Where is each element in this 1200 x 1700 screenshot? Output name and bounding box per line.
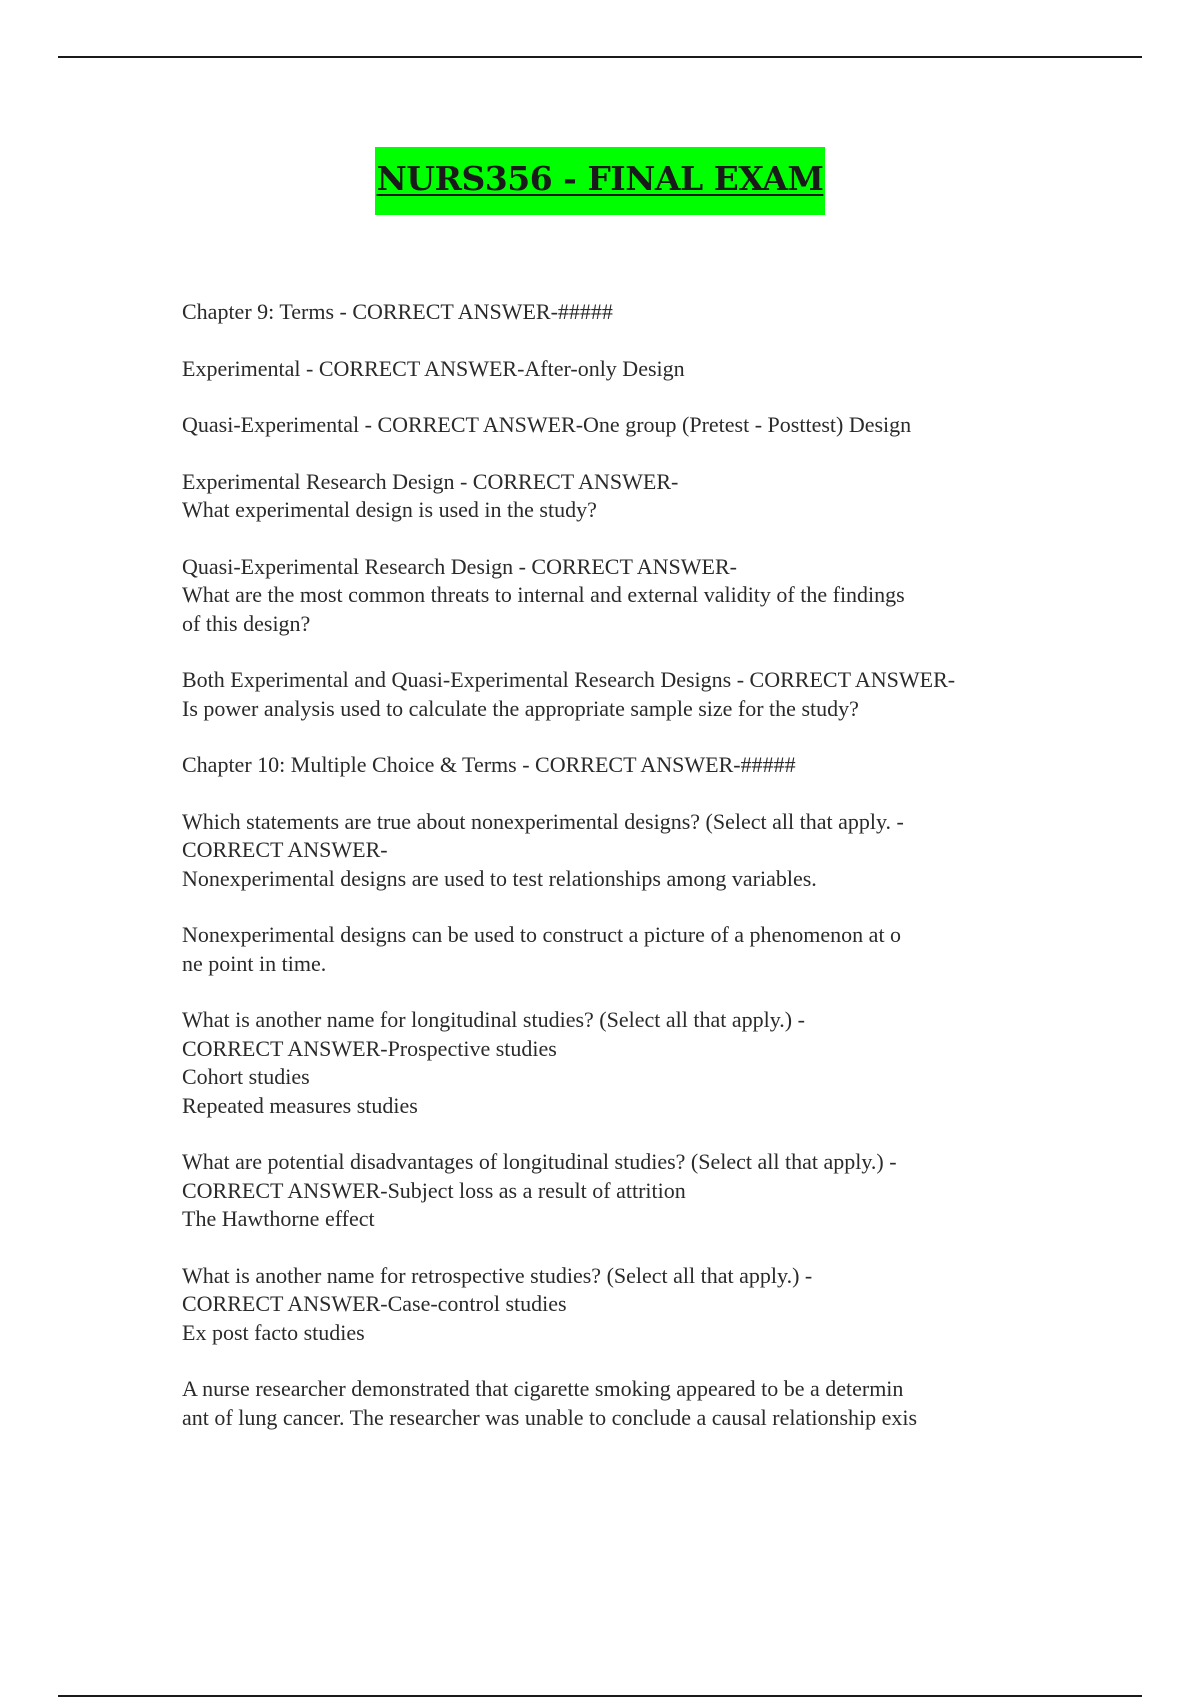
footer-rule — [58, 1695, 1142, 1697]
paragraph-both-designs: Both Experimental and Quasi-Experimental Research Designs - CORRECT ANSWER- Is power analysis used to calculate the appropriate sample size for the study? — [182, 667, 956, 721]
paragraph-chapter-10: Chapter 10: Multiple Choice & Terms - CORRECT ANSWER-##### — [182, 752, 796, 777]
paragraph-retrospective-names: What is another name for retrospective studies? (Select all that apply.) - CORRECT ANSWER-Case-control studies Ex post facto studies — [182, 1262, 813, 1345]
paragraph-longitudinal-names: What is another name for longitudinal studies? (Select all that apply.) - CORRECT ANSWER-Prospective studies Cohort studies Repeated measures studies — [182, 1007, 805, 1118]
paragraph-longitudinal-disadvantages: What are potential disadvantages of longitudinal studies? (Select all that apply.) - CORRECT ANSWER-Subject loss as a result of attrition The Hawthorne effect — [182, 1149, 897, 1231]
paragraph-experimental-research-design: Experimental Research Design - CORRECT ANSWER- What experimental design is used in the study? — [182, 468, 679, 522]
document-body — [182, 298, 1062, 1460]
paragraph-cigarette-smoking: A nurse researcher demonstrated that cigarette smoking appeared to be a determin ant of lung cancer. The researcher was unable to conclude a causal relationship exis — [182, 1376, 918, 1430]
paragraph-nonexperimental-question: Which statements are true about nonexperimental designs? (Select all that apply. - CORRECT ANSWER- Nonexperimental designs are used to test relationships among variables. — [182, 808, 904, 891]
paragraph-quasi-experimental-research-design: Quasi-Experimental Research Design - CORRECT ANSWER- What are the most common threats to internal and external validity of the findings of this design? — [182, 553, 905, 636]
header-rule — [58, 56, 1142, 58]
title-container — [0, 147, 1200, 215]
paragraph-chapter-9-terms: Chapter 9: Terms - CORRECT ANSWER-##### — [182, 299, 613, 324]
paragraph-nonexperimental-answer: Nonexperimental designs can be used to construct a picture of a phenomenon at o ne point in time. — [182, 922, 902, 976]
paragraph-experimental: Experimental - CORRECT ANSWER-After-only Design — [182, 355, 685, 381]
paragraph-quasi-experimental: Quasi-Experimental - CORRECT ANSWER-One group (Pretest - Posttest) Design — [182, 412, 912, 437]
document-title: NURS356 - FINAL EXAM — [375, 147, 826, 215]
